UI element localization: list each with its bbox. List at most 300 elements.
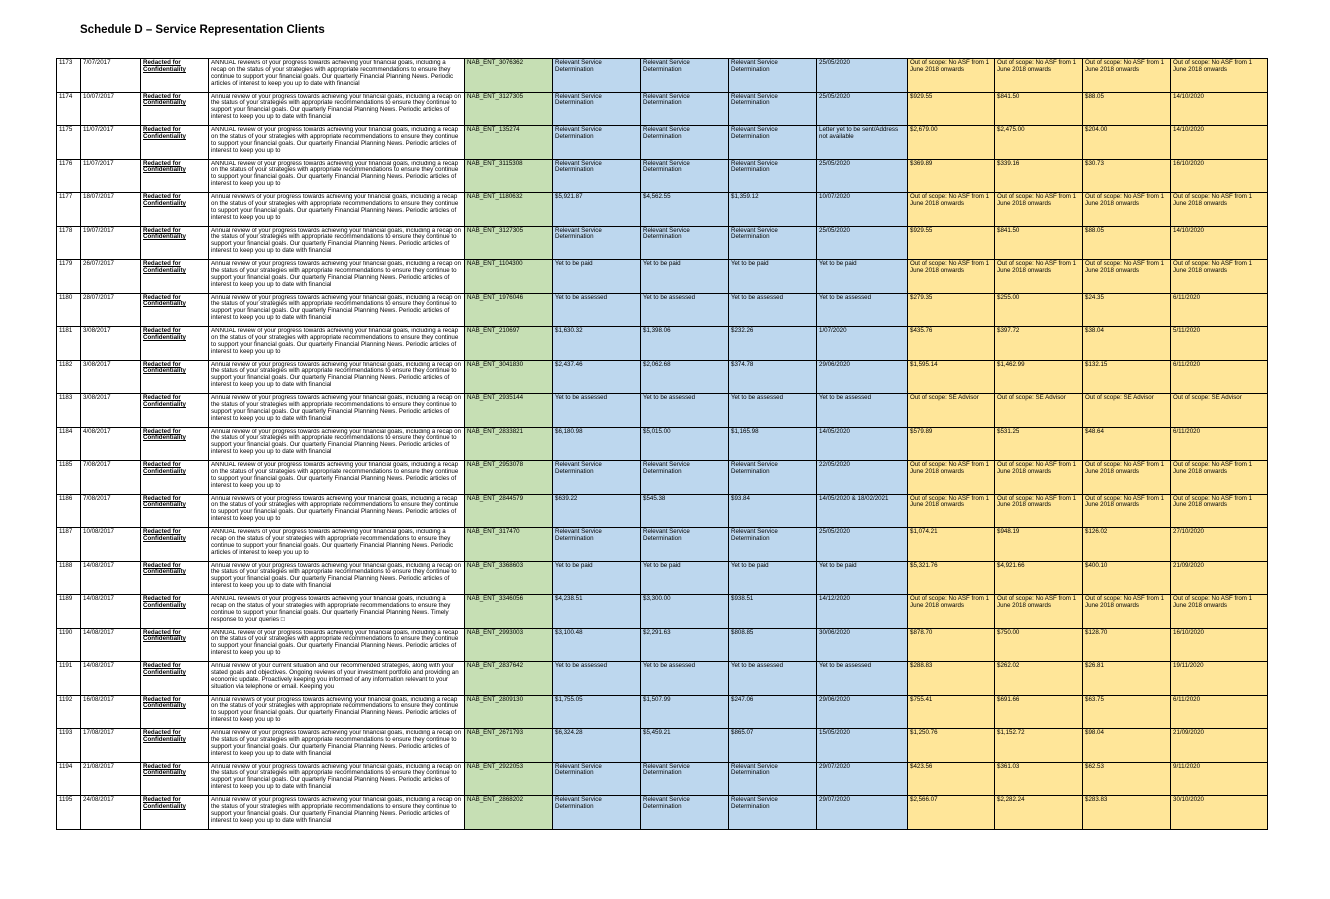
table-row [57, 427, 1268, 461]
fee-amount-gst: Yet to be assessed [729, 293, 817, 327]
service-description [209, 59, 465, 93]
asf-gst: $30.73 [1083, 159, 1171, 193]
client-number: 1189 [57, 595, 81, 629]
client-name-redacted: Redacted for Confidentiality [141, 126, 209, 160]
service-description-text: Annual review of your current situation and our recommended strategies, along with your stated goals and objectives. Ongoing reviews of your investment portfolio and providing an economic update. Proactively keeping you informed of any information relevant to your situation via telephone or email. Keeping you [211, 663, 459, 690]
fee-amount-gst: $938.51 [729, 595, 817, 629]
table-row [57, 327, 1268, 361]
table-row [57, 762, 1268, 796]
asf-gst: $400.10 [1083, 561, 1171, 595]
engagement-date: 4/08/2017 [81, 427, 141, 461]
asf-total: $2,566.07 [908, 796, 995, 830]
asf-total: $929.55 [908, 226, 995, 260]
service-description-text: ANNUAL review/s of your progress towards achieving your financial goals, including a recap on the status of your strategies with appropriate recommendations to ensure they continue to support your financial goals. Our quarterly Financial Planning News. Periodic articles of interest to keep you up to date with financial [211, 60, 454, 87]
fee-amount-total: $5,921.87 [553, 193, 641, 227]
table-row [57, 193, 1268, 227]
service-description [209, 92, 465, 126]
service-description [209, 762, 465, 796]
service-description [209, 595, 465, 629]
asf-net: $361.03 [995, 762, 1083, 796]
determination-date: 29/07/2020 [817, 762, 908, 796]
fee-amount-total: $6,180.98 [553, 427, 641, 461]
service-description-text: Annual review of your progress towards achieving your financial goals, including a recap on the status of your strategies with appropriate recommendations to ensure they continue to support your financial goals. Our quarterly Financial Planning News. Periodic articles of interest to keep you up to date with financial [211, 261, 462, 288]
asf-total: Out of scope: No ASF from 1 June 2018 onwards [908, 595, 995, 629]
fee-amount-gst: Relevant Service Determination [729, 762, 817, 796]
asf-status: 30/10/2020 [1171, 796, 1268, 830]
determination-date: Yet to be assessed [817, 394, 908, 428]
client-number: 1181 [57, 327, 81, 361]
client-name-redacted: Redacted for Confidentiality [141, 360, 209, 394]
entity-id: NAB_ENT_135274 [465, 126, 553, 160]
fee-amount-total: Relevant Service Determination [553, 461, 641, 495]
asf-total: $369.89 [908, 159, 995, 193]
fee-amount-gst: Yet to be paid [729, 561, 817, 595]
client-number: 1191 [57, 662, 81, 696]
service-description [209, 796, 465, 830]
entity-id: NAB_ENT_3041830 [465, 360, 553, 394]
schedule-rows [57, 59, 1268, 830]
table-row [57, 59, 1268, 93]
client-number: 1173 [57, 59, 81, 93]
page-title: Schedule D – Service Representation Clients [80, 24, 325, 36]
service-description [209, 126, 465, 160]
client-number: 1190 [57, 628, 81, 662]
asf-total: $755.41 [908, 695, 995, 729]
entity-id: NAB_ENT_2809130 [465, 695, 553, 729]
asf-net: $948.19 [995, 528, 1083, 562]
fee-amount-gst: Relevant Service Determination [729, 796, 817, 830]
fee-amount-total: $639.22 [553, 494, 641, 528]
service-description [209, 662, 465, 696]
entity-id: NAB_ENT_3127305 [465, 226, 553, 260]
asf-gst: $126.02 [1083, 528, 1171, 562]
entity-id: NAB_ENT_3368603 [465, 561, 553, 595]
asf-gst: $88.05 [1083, 92, 1171, 126]
determination-date: 1/07/2020 [817, 327, 908, 361]
asf-gst: $98.04 [1083, 729, 1171, 763]
asf-total: $279.35 [908, 293, 995, 327]
fee-amount-total: $4,238.51 [553, 595, 641, 629]
entity-id: NAB_ENT_3076362 [465, 59, 553, 93]
determination-date: Letter yet to be sent/Address not available [817, 126, 908, 160]
asf-status: Out of scope: No ASF from 1 June 2018 onwards [1171, 461, 1268, 495]
engagement-date: 28/07/2017 [81, 293, 141, 327]
service-description [209, 494, 465, 528]
engagement-date: 11/07/2017 [81, 126, 141, 160]
fee-amount-net: Relevant Service Determination [641, 762, 729, 796]
determination-date: 25/05/2020 [817, 59, 908, 93]
fee-amount-total: $3,100.48 [553, 628, 641, 662]
determination-date: 25/05/2020 [817, 226, 908, 260]
table-row [57, 461, 1268, 495]
asf-gst: $38.04 [1083, 327, 1171, 361]
entity-id: NAB_ENT_2953078 [465, 461, 553, 495]
asf-total: $929.55 [908, 92, 995, 126]
fee-amount-total: Relevant Service Determination [553, 126, 641, 160]
client-name-redacted: Redacted for Confidentiality [141, 695, 209, 729]
determination-date: 14/05/2020 [817, 427, 908, 461]
asf-total: $2,679.00 [908, 126, 995, 160]
client-name-redacted: Redacted for Confidentiality [141, 729, 209, 763]
asf-net: Out of scope: No ASF from 1 June 2018 onwards [995, 494, 1083, 528]
asf-gst: Out of scope: No ASF from 1 June 2018 onwards [1083, 260, 1171, 294]
asf-net: Out of scope: No ASF from 1 June 2018 onwards [995, 260, 1083, 294]
asf-total: $5,321.76 [908, 561, 995, 595]
asf-gst: $204.00 [1083, 126, 1171, 160]
client-name-redacted: Redacted for Confidentiality [141, 427, 209, 461]
table-row [57, 662, 1268, 696]
asf-status: Out of scope: No ASF from 1 June 2018 onwards [1171, 494, 1268, 528]
entity-id: NAB_ENT_2833821 [465, 427, 553, 461]
fee-amount-net: $1,507.99 [641, 695, 729, 729]
fee-amount-gst: Relevant Service Determination [729, 59, 817, 93]
asf-net: $262.02 [995, 662, 1083, 696]
fee-amount-net: $5,015.00 [641, 427, 729, 461]
determination-date: 15/05/2020 [817, 729, 908, 763]
entity-id: NAB_ENT_2935144 [465, 394, 553, 428]
fee-amount-net: Relevant Service Determination [641, 461, 729, 495]
service-description-text: ANNUAL review/s of your progress towards achieving your financial goals, including a recap on the status of your strategies with appropriate recommendations to ensure they continue to support your financial goals. Our quarterly Financial Planning News. Periodic articles of interest to keep you up to [211, 529, 454, 556]
service-description [209, 159, 465, 193]
service-description-text: Annual review/s of your progress towards achieving your financial goals, including a recap on the status of your strategies with appropriate recommendations to ensure they continue to support your financial goals. Our quarterly Financial Planning News. Periodic articles of interest to keep you up to [211, 696, 459, 724]
entity-id: NAB_ENT_2993003 [465, 628, 553, 662]
fee-amount-total: Relevant Service Determination [553, 796, 641, 830]
fee-amount-gst: Yet to be assessed [729, 662, 817, 696]
entity-id: NAB_ENT_2837642 [465, 662, 553, 696]
client-number: 1186 [57, 494, 81, 528]
engagement-date: 3/08/2017 [81, 327, 141, 361]
client-name-redacted: Redacted for Confidentiality [141, 394, 209, 428]
asf-gst: Out of scope: SE Advisor [1083, 394, 1171, 428]
fee-amount-total: $1,755.05 [553, 695, 641, 729]
asf-net: $339.16 [995, 159, 1083, 193]
fee-amount-gst: Relevant Service Determination [729, 528, 817, 562]
asf-net: $841.50 [995, 226, 1083, 260]
client-number: 1193 [57, 729, 81, 763]
schedule-table [56, 58, 1268, 830]
determination-date: 14/05/2020 & 18/02/2021 [817, 494, 908, 528]
service-description-text: Annual review of your progress towards achieving your financial goals, including a recap on the status of your strategies with appropriate recommendations to ensure they continue to support your financial goals. Our quarterly Financial Planning News. Periodic articles of interest to keep you up to date with financial [211, 93, 462, 121]
asf-net: Out of scope: No ASF from 1 June 2018 onwards [995, 461, 1083, 495]
table-row [57, 360, 1268, 394]
table-row [57, 595, 1268, 629]
table-row [57, 796, 1268, 830]
determination-date: Yet to be paid [817, 561, 908, 595]
service-description-text: Annual review of your progress towards achieving your financial goals, including a recap on the status of your strategies with appropriate recommendations to ensure they continue to support your financial goals. Our quarterly Financial Planning News. Periodic articles of interest to keep you up to date with financial [211, 730, 462, 757]
client-number: 1182 [57, 360, 81, 394]
asf-net: $255.00 [995, 293, 1083, 327]
fee-amount-total: Relevant Service Determination [553, 59, 641, 93]
client-number: 1175 [57, 126, 81, 160]
asf-net: Out of scope: SE Advisor [995, 394, 1083, 428]
asf-total: $1,250.76 [908, 729, 995, 763]
fee-amount-gst: $865.07 [729, 729, 817, 763]
table-row [57, 126, 1268, 160]
asf-total: $579.89 [908, 427, 995, 461]
asf-status: 14/10/2020 [1171, 226, 1268, 260]
asf-total: Out of scope: SE Advisor [908, 394, 995, 428]
asf-gst: $24.35 [1083, 293, 1171, 327]
engagement-date: 14/08/2017 [81, 628, 141, 662]
entity-id: NAB_ENT_2922053 [465, 762, 553, 796]
client-number: 1194 [57, 762, 81, 796]
fee-amount-net: Relevant Service Determination [641, 796, 729, 830]
fee-amount-net: $1,398.06 [641, 327, 729, 361]
determination-date: 30/06/2020 [817, 628, 908, 662]
asf-total: $435.76 [908, 327, 995, 361]
service-description-text: ANNUAL review of your progress towards achieving your financial goals, including a recap on the status of your strategies with appropriate recommendations to ensure they continue to support your financial goals. Our quarterly Financial Planning News. Periodic articles of interest to keep you up to [211, 462, 459, 489]
client-name-redacted: Redacted for Confidentiality [141, 494, 209, 528]
service-description [209, 695, 465, 729]
asf-gst: Out of scope: No ASF from 1 June 2018 onwards [1083, 494, 1171, 528]
client-number: 1195 [57, 796, 81, 830]
table-row [57, 159, 1268, 193]
asf-total: Out of scope: No ASF from 1 June 2018 onwards [908, 193, 995, 227]
fee-amount-gst: $1,359.12 [729, 193, 817, 227]
determination-date: 29/06/2020 [817, 360, 908, 394]
service-description-text: ANNUAL review of your progress towards achieving your financial goals, including a recap on the status of your strategies with appropriate recommendations to ensure they continue to support your financial goals. Our quarterly Financial Planning News. Periodic articles of interest to keep you up to [211, 160, 459, 188]
engagement-date: 7/07/2017 [81, 59, 141, 93]
determination-date: 14/12/2020 [817, 595, 908, 629]
determination-date: Yet to be assessed [817, 662, 908, 696]
engagement-date: 26/07/2017 [81, 260, 141, 294]
asf-status: 21/09/2020 [1171, 729, 1268, 763]
service-description-text: Annual review/s of your progress towards achieving your financial goals, including a recap on the status of your strategies with appropriate recommendations to ensure they continue to support your financial goals. Our quarterly Financial Planning News. Periodic articles of interest to keep you up to [211, 194, 459, 221]
service-description-text: Annual review/s of your progress towards achieving your financial goals, including a recap on the status of your strategies with appropriate recommendations to ensure they continue to support your financial goals. Our quarterly Financial Planning News. Periodic articles of interest to keep you up to [211, 495, 459, 523]
fee-amount-total: $2,437.46 [553, 360, 641, 394]
asf-status: 9/11/2020 [1171, 762, 1268, 796]
engagement-date: 7/08/2017 [81, 461, 141, 495]
client-name-redacted: Redacted for Confidentiality [141, 327, 209, 361]
fee-amount-gst: Yet to be assessed [729, 394, 817, 428]
asf-total: $1,074.21 [908, 528, 995, 562]
client-name-redacted: Redacted for Confidentiality [141, 628, 209, 662]
fee-amount-total: Yet to be assessed [553, 662, 641, 696]
fee-amount-net: Yet to be assessed [641, 293, 729, 327]
asf-status: 6/11/2020 [1171, 360, 1268, 394]
determination-date: 29/06/2020 [817, 695, 908, 729]
asf-gst: $62.53 [1083, 762, 1171, 796]
table-row [57, 260, 1268, 294]
fee-amount-net: Relevant Service Determination [641, 159, 729, 193]
client-name-redacted: Redacted for Confidentiality [141, 796, 209, 830]
client-name-redacted: Redacted for Confidentiality [141, 293, 209, 327]
asf-status: 5/11/2020 [1171, 327, 1268, 361]
engagement-date: 14/08/2017 [81, 561, 141, 595]
service-description-text: Annual review of your progress towards achieving your financial goals, including a recap on the status of your strategies with appropriate recommendations to ensure they continue to support your financial goals. Our quarterly Financial Planning News. Periodic articles of interest to keep you up to date with financial [211, 428, 462, 456]
engagement-date: 11/07/2017 [81, 159, 141, 193]
asf-total: $423.56 [908, 762, 995, 796]
fee-amount-net: Relevant Service Determination [641, 59, 729, 93]
fee-amount-net: Relevant Service Determination [641, 92, 729, 126]
engagement-date: 10/07/2017 [81, 92, 141, 126]
fee-amount-net: Yet to be assessed [641, 662, 729, 696]
asf-gst: $283.83 [1083, 796, 1171, 830]
engagement-date: 17/08/2017 [81, 729, 141, 763]
fee-amount-total: Relevant Service Determination [553, 159, 641, 193]
asf-net: Out of scope: No ASF from 1 June 2018 onwards [995, 595, 1083, 629]
fee-amount-total: $1,630.32 [553, 327, 641, 361]
fee-amount-net: $3,300.00 [641, 595, 729, 629]
asf-status: 6/11/2020 [1171, 293, 1268, 327]
fee-amount-gst: $93.84 [729, 494, 817, 528]
client-number: 1187 [57, 528, 81, 562]
determination-date: 25/05/2020 [817, 92, 908, 126]
asf-gst: Out of scope: No ASF from 1 June 2018 onwards [1083, 59, 1171, 93]
client-name-redacted: Redacted for Confidentiality [141, 528, 209, 562]
fee-amount-gst: $374.78 [729, 360, 817, 394]
fee-amount-net: Relevant Service Determination [641, 126, 729, 160]
fee-amount-total: Yet to be paid [553, 260, 641, 294]
asf-status: Out of scope: No ASF from 1 June 2018 onwards [1171, 595, 1268, 629]
asf-gst: $88.05 [1083, 226, 1171, 260]
fee-amount-net: Relevant Service Determination [641, 226, 729, 260]
service-description-text: ANNUAL review/s of your progress towards achieving your financial goals, including a recap on the status of your strategies with appropriate recommendations to ensure they continue to support your financial goals. Our quarterly Financial Planning News. Timely response to your queries □ [211, 596, 451, 623]
engagement-date: 10/08/2017 [81, 528, 141, 562]
service-description [209, 628, 465, 662]
service-description [209, 226, 465, 260]
determination-date: 22/05/2020 [817, 461, 908, 495]
asf-gst: Out of scope: No ASF from 1 June 2018 onwards [1083, 595, 1171, 629]
asf-total: Out of scope: No ASF from 1 June 2018 onwards [908, 260, 995, 294]
client-number: 1174 [57, 92, 81, 126]
fee-amount-net: $4,562.55 [641, 193, 729, 227]
service-description-text: Annual review of your progress towards achieving your financial goals, including a recap on the status of your strategies with appropriate recommendations to ensure they continue to support your financial goals. Our quarterly Financial Planning News. Periodic articles of interest to keep you up to date with financial [211, 797, 462, 824]
entity-id: NAB_ENT_3115308 [465, 159, 553, 193]
engagement-date: 18/07/2017 [81, 193, 141, 227]
fee-amount-gst: $247.06 [729, 695, 817, 729]
client-number: 1192 [57, 695, 81, 729]
client-name-redacted: Redacted for Confidentiality [141, 461, 209, 495]
client-number: 1177 [57, 193, 81, 227]
service-description [209, 528, 465, 562]
engagement-date: 7/08/2017 [81, 494, 141, 528]
determination-date: 29/07/2020 [817, 796, 908, 830]
fee-amount-gst: Yet to be paid [729, 260, 817, 294]
client-name-redacted: Redacted for Confidentiality [141, 92, 209, 126]
service-description [209, 461, 465, 495]
asf-total: $288.83 [908, 662, 995, 696]
asf-status: Out of scope: SE Advisor [1171, 394, 1268, 428]
service-description-text: Annual review of your progress towards achieving your financial goals, including a recap on the status of your strategies with appropriate recommendations to ensure they continue to support your financial goals. Our quarterly Financial Planning News. Periodic articles of interest to keep you up to date with financial [211, 763, 462, 791]
asf-status: 19/11/2020 [1171, 662, 1268, 696]
asf-gst: $26.81 [1083, 662, 1171, 696]
asf-net: $2,475.00 [995, 126, 1083, 160]
service-description [209, 729, 465, 763]
determination-date: 25/05/2020 [817, 159, 908, 193]
asf-gst: $48.64 [1083, 427, 1171, 461]
asf-status: 14/10/2020 [1171, 126, 1268, 160]
fee-amount-net: $2,062.68 [641, 360, 729, 394]
service-description [209, 360, 465, 394]
client-name-redacted: Redacted for Confidentiality [141, 59, 209, 93]
engagement-date: 14/08/2017 [81, 662, 141, 696]
fee-amount-net: $5,459.21 [641, 729, 729, 763]
client-number: 1188 [57, 561, 81, 595]
engagement-date: 3/08/2017 [81, 394, 141, 428]
asf-status: Out of scope: No ASF from 1 June 2018 onwards [1171, 260, 1268, 294]
service-description-text: Annual review of your progress towards achieving your financial goals, including a recap on the status of your strategies with appropriate recommendations to ensure they continue to support your financial goals. Our quarterly Financial Planning News. Periodic articles of interest to keep you up to date with financial [211, 562, 462, 590]
table-row [57, 628, 1268, 662]
service-description-text: Annual review of your progress towards achieving your financial goals, including a recap on the status of your strategies with appropriate recommendations to ensure they continue to support your financial goals. Our quarterly Financial Planning News. Periodic articles of interest to keep you up to date with financial [211, 227, 462, 255]
asf-net: $2,282.24 [995, 796, 1083, 830]
fee-amount-gst: Relevant Service Determination [729, 92, 817, 126]
fee-amount-gst: Relevant Service Determination [729, 226, 817, 260]
fee-amount-gst: $1,165.98 [729, 427, 817, 461]
entity-id: NAB_ENT_2868202 [465, 796, 553, 830]
client-number: 1179 [57, 260, 81, 294]
client-name-redacted: Redacted for Confidentiality [141, 595, 209, 629]
entity-id: NAB_ENT_317470 [465, 528, 553, 562]
service-description-text: ANNUAL review of your progress towards achieving your financial goals, including a recap on the status of your strategies with appropriate recommendations to ensure they continue to support your financial goals. Our quarterly Financial Planning News. Periodic articles of interest to keep you up to [211, 127, 459, 154]
table-row [57, 92, 1268, 126]
asf-net: $1,462.99 [995, 360, 1083, 394]
asf-net: $397.72 [995, 327, 1083, 361]
fee-amount-net: Yet to be assessed [641, 394, 729, 428]
client-number: 1183 [57, 394, 81, 428]
table-row [57, 729, 1268, 763]
determination-date: Yet to be assessed [817, 293, 908, 327]
service-description [209, 193, 465, 227]
engagement-date: 3/08/2017 [81, 360, 141, 394]
service-description-text: ANNUAL review of your progress towards achieving your financial goals, including a recap on the status of your strategies with appropriate recommendations to ensure they continue to support your financial goals. Our quarterly Financial Planning News. Periodic articles of interest to keep you up to [211, 328, 459, 355]
engagement-date: 16/08/2017 [81, 695, 141, 729]
client-number: 1185 [57, 461, 81, 495]
fee-amount-total: Yet to be paid [553, 561, 641, 595]
table-row [57, 561, 1268, 595]
asf-total: Out of scope: No ASF from 1 June 2018 onwards [908, 59, 995, 93]
entity-id: NAB_ENT_2671793 [465, 729, 553, 763]
fee-amount-net: $2,291.63 [641, 628, 729, 662]
entity-id: NAB_ENT_1976046 [465, 293, 553, 327]
asf-net: $841.50 [995, 92, 1083, 126]
client-number: 1176 [57, 159, 81, 193]
engagement-date: 24/08/2017 [81, 796, 141, 830]
engagement-date: 19/07/2017 [81, 226, 141, 260]
engagement-date: 21/08/2017 [81, 762, 141, 796]
fee-amount-total: Relevant Service Determination [553, 528, 641, 562]
asf-net: $691.66 [995, 695, 1083, 729]
entity-id: NAB_ENT_2844579 [465, 494, 553, 528]
fee-amount-net: Yet to be paid [641, 561, 729, 595]
asf-net: Out of scope: No ASF from 1 June 2018 onwards [995, 193, 1083, 227]
asf-gst: $63.75 [1083, 695, 1171, 729]
client-number: 1184 [57, 427, 81, 461]
engagement-date: 14/08/2017 [81, 595, 141, 629]
asf-net: $4,921.66 [995, 561, 1083, 595]
client-name-redacted: Redacted for Confidentiality [141, 159, 209, 193]
determination-date: 10/07/2020 [817, 193, 908, 227]
service-description [209, 427, 465, 461]
asf-status: 16/10/2020 [1171, 628, 1268, 662]
fee-amount-net: Yet to be paid [641, 260, 729, 294]
entity-id: NAB_ENT_210697 [465, 327, 553, 361]
asf-status: 14/10/2020 [1171, 92, 1268, 126]
asf-total: $878.70 [908, 628, 995, 662]
service-description [209, 561, 465, 595]
entity-id: NAB_ENT_1180632 [465, 193, 553, 227]
asf-status: 6/11/2020 [1171, 427, 1268, 461]
fee-amount-total: Relevant Service Determination [553, 762, 641, 796]
fee-amount-total: Relevant Service Determination [553, 226, 641, 260]
service-description-text: Annual review of your progress towards achieving your financial goals, including a recap on the status of your strategies with appropriate recommendations to ensure they continue to support your financial goals. Our quarterly Financial Planning News. Periodic articles of interest to keep you up to date with financial [211, 361, 462, 389]
fee-amount-total: Yet to be assessed [553, 293, 641, 327]
service-description-text: Annual review of your progress towards achieving your financial goals, including a recap on the status of your strategies with appropriate recommendations to ensure they continue to support your financial goals. Our quarterly Financial Planning News. Periodic articles of interest to keep you up to date with financial [211, 294, 462, 322]
table-row [57, 293, 1268, 327]
asf-status: 6/11/2020 [1171, 695, 1268, 729]
asf-total: $1,595.14 [908, 360, 995, 394]
service-description [209, 293, 465, 327]
